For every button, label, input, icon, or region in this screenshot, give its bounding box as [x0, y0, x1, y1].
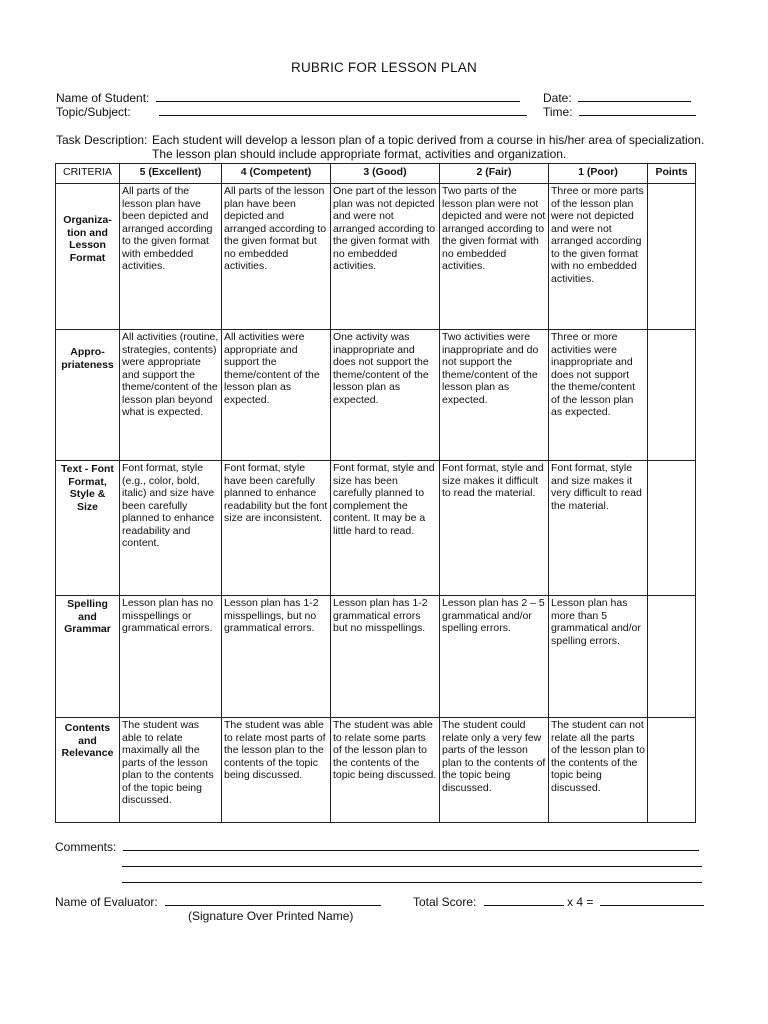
level-header: 3 (Good) [331, 164, 440, 184]
time-blank [579, 105, 696, 116]
table-row [56, 461, 696, 596]
table-row [56, 596, 696, 718]
rubric-cell: Lesson plan has 1-2 misspellings, but no grammatical errors. [222, 596, 331, 718]
rubric-cell: Lesson plan has 2 – 5 grammatical and/or spelling errors. [440, 596, 549, 718]
level-header: 2 (Fair) [440, 164, 549, 184]
rubric-cell: Three or more parts of the lesson plan were not depicted and were not arranged according to the given format with no embedded activities. [549, 184, 648, 330]
total-blank[interactable] [600, 895, 704, 906]
points-cell[interactable] [648, 596, 696, 718]
points-header: Points [648, 164, 696, 184]
document-title: RUBRIC FOR LESSON PLAN [291, 60, 477, 75]
student-name-blank [156, 91, 520, 102]
rubric-cell: All activities (routine, strategies, contents) were appropriate and support the theme/content of the lesson plan beyond what is expected. [120, 330, 222, 461]
time-label: Time: [543, 105, 573, 119]
evaluator-label: Name of Evaluator: [55, 895, 158, 909]
criterion-cell: Organiza-tion and Lesson Format [56, 184, 120, 330]
task-label: Task Description: [56, 133, 148, 147]
criterion-cell: Contents and Relevance [56, 718, 120, 823]
time-line [543, 105, 696, 119]
rubric-cell: Font format, style and size has been carefully planned to complement the content. It may be a little hard to read. [331, 461, 440, 596]
comments-blank[interactable] [122, 872, 702, 883]
rubric-cell: One part of the lesson plan was not depicted and were not arranged according to the given format with no embedded activities. [331, 184, 440, 330]
rubric-cell: The student can not relate all the parts of the lesson plan to the contents of the topic being discussed. [549, 718, 648, 823]
evaluator-blank[interactable] [165, 895, 381, 906]
points-cell[interactable] [648, 330, 696, 461]
level-header: 1 (Poor) [549, 164, 648, 184]
rubric-cell: Font format, style and size makes it difficult to read the material. [440, 461, 549, 596]
signature-note: (Signature Over Printed Name) [188, 909, 354, 923]
rubric-cell: Lesson plan has 1-2 grammatical errors but no misspellings. [331, 596, 440, 718]
rubric-cell: All parts of the lesson plan have been depicted and arranged according to the given format with embedded activities. [120, 184, 222, 330]
rubric-cell: Font format, style have been carefully planned to enhance readability but the font size are inconsistent. [222, 461, 331, 596]
date-label: Date: [543, 91, 572, 105]
level-header: 5 (Excellent) [120, 164, 222, 184]
date-line [543, 91, 691, 105]
rubric-cell: Two parts of the lesson plan were not depicted and were not arranged according to the given format with no embedded activities. [440, 184, 549, 330]
rubric-cell: The student could relate only a very few parts of the lesson plan to the contents of the topic being discussed. [440, 718, 549, 823]
criterion-cell: Appro-priateness [56, 330, 120, 461]
rubric-cell: Two activities were inappropriate and do not support the theme/content of the lesson plan as expected. [440, 330, 549, 461]
rubric-cell: All activities were appropriate and support the theme/content of the lesson plan as expected. [222, 330, 331, 461]
task-text: Each student will develop a lesson plan of a topic derived from a course in his/her area of specialization. The lesson plan should include appropriate format, activities and organization. [152, 133, 705, 161]
criteria-header: CRITERIA [56, 164, 120, 184]
points-cell[interactable] [648, 718, 696, 823]
rubric-cell: Three or more activities were inappropriate and does not support the theme/content of the lesson plan as expected. [549, 330, 648, 461]
multiplier-text: x 4 = [567, 895, 594, 909]
table-row [56, 718, 696, 823]
student-name-label: Name of Student: [56, 91, 150, 105]
rubric-cell: One activity was inappropriate and does not support the theme/content of the lesson plan as expected. [331, 330, 440, 461]
rubric-cell: Font format, style and size makes it very difficult to read the material. [549, 461, 648, 596]
points-cell[interactable] [648, 184, 696, 330]
rubric-cell: All parts of the lesson plan have been depicted and arranged according to the given format but no embedded activities. [222, 184, 331, 330]
rubric-table [55, 163, 696, 823]
comments-line-2 [122, 856, 702, 870]
table-row [56, 330, 696, 461]
score-blank[interactable] [484, 895, 564, 906]
rubric-cell: Font format, style (e.g., color, bold, italic) and size have been carefully planned to enhance readability and content. [120, 461, 222, 596]
comments-blank[interactable] [123, 840, 699, 851]
student-name-line [56, 91, 520, 105]
criterion-cell: Spelling and Grammar [56, 596, 120, 718]
points-cell[interactable] [648, 461, 696, 596]
task-description [56, 133, 716, 161]
topic-line [56, 105, 527, 119]
topic-label: Topic/Subject: [56, 105, 131, 119]
comments-blank[interactable] [122, 856, 702, 867]
rubric-cell: Lesson plan has more than 5 grammatical and/or spelling errors. [549, 596, 648, 718]
rubric-cell: The student was able to relate some parts of the lesson plan to the contents of the topic being discussed. [331, 718, 440, 823]
rubric-cell: Lesson plan has no misspellings or grammatical errors. [120, 596, 222, 718]
header-row [56, 164, 696, 184]
total-score-label: Total Score: [413, 895, 477, 909]
evaluator-line [55, 895, 381, 909]
comments-label: Comments: [55, 840, 117, 854]
date-blank [578, 91, 691, 102]
comments-line [55, 840, 699, 854]
total-score-line [413, 895, 704, 909]
table-row [56, 184, 696, 330]
rubric-cell: The student was able to relate maximally all the parts of the lesson plan to the contents of the topic being discussed. [120, 718, 222, 823]
rubric-cell: The student was able to relate most parts of the lesson plan to the contents of the topic being discussed. [222, 718, 331, 823]
topic-blank [159, 105, 527, 116]
comments-line-3 [122, 872, 702, 886]
criterion-cell: Text - Font Format, Style & Size [56, 461, 120, 596]
level-header: 4 (Competent) [222, 164, 331, 184]
